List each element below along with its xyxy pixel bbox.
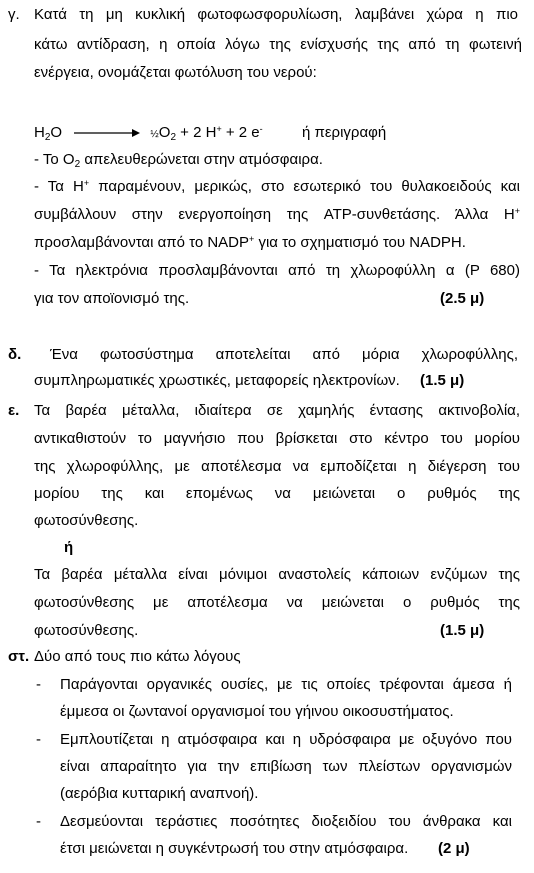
answer-gamma <box>0 0 534 310</box>
epsilon-line-3: της χλωροφύλλης, με αποτέλεσμα να εμποδίζεται η διέγερση του <box>34 458 520 475</box>
epsilon-line-4: μορίου της και επομένως να μειώνεται ο ρυθμός της <box>34 485 520 502</box>
gamma-bullet-protons-1: - Τα H+ παραμένουν, μερικώς, στο εσωτερικό του θυλακοειδούς και <box>34 178 521 195</box>
epsilon-line-5: φωτοσύνθεσης. <box>34 512 139 529</box>
answer-sigma-tau-label: στ. <box>8 648 30 665</box>
answer-delta-label: δ. <box>8 346 22 363</box>
gamma-bullet-electrons-2: για τον αποϊονισμό της. <box>34 290 190 307</box>
delta-line-2: συμπληρωματικές χρωστικές, μεταφορείς ηλεκτρονίων. <box>34 372 400 389</box>
reason-2-line-1: Εμπλουτίζεται η ατμόσφαιρα και η υδρόσφαιρα με οξυγόνο που <box>60 731 512 748</box>
reason-1-bullet: - <box>36 676 41 693</box>
reason-3-line-2: έτσι μειώνεται η συγκέντρωσή του στην ατμόσφαιρα. <box>60 840 409 857</box>
answer-delta <box>0 340 534 400</box>
equation-products: $\frac{1}{2}O_2 + 2$ H+ + 2 e- <box>150 124 263 143</box>
epsilon-points: (1.5 μ) <box>440 622 485 639</box>
gamma-bullet-electrons-1: - Τα ηλεκτρόνια προσλαμβάνονται από τη χλωροφύλλη α (P 680) <box>34 262 520 279</box>
answer-sigma-tau <box>0 644 534 873</box>
photolysis-equation <box>34 124 263 141</box>
epsilon-alt-line-1: Τα βαρέα μέταλλα είναι μόνιμοι αναστολείς κάποιων ενζύμων της <box>34 566 520 583</box>
equation-reactant: $H_2O$ <box>34 124 63 143</box>
gamma-bullet-protons-3: προσλαμβάνονται από το NADP+ για το σχηματισμό του NADPH. <box>34 234 466 251</box>
epsilon-or: ή <box>64 539 74 556</box>
reason-2-line-3: (αερόβια κυτταρική αναπνοή). <box>60 785 259 802</box>
reason-3-line-1: Δεσμεύονται τεράστιες ποσότητες διοξειδίου του άνθρακα και <box>60 813 512 830</box>
reason-2-bullet: - <box>36 731 41 748</box>
delta-line-1: Ένα φωτοσύστημα αποτελείται από μόρια χλωροφύλλης, <box>50 346 518 363</box>
reason-2-line-2: είναι απαραίτητο για την επιβίωση των πλείστων οργανισμών <box>60 758 512 775</box>
gamma-bullet-oxygen: - Το $O_2$ απελευθερώνεται στην ατμόσφαιρα. <box>34 151 323 170</box>
reason-1-line-2: έμμεσα οι ζωντανοί οργανισμοί του γήινου οικοσυστήματος. <box>60 703 454 720</box>
answer-epsilon-label: ε. <box>8 402 20 419</box>
epsilon-line-1: Τα βαρέα μέταλλα, ιδιαίτερα σε χαμηλής έντασης ακτινοβολία, <box>34 402 520 419</box>
sigma-tau-points: (2 μ) <box>438 840 470 857</box>
answer-epsilon <box>0 396 534 646</box>
epsilon-line-2: αντικαθιστούν το μαγνήσιο που βρίσκεται στο κέντρο του μορίου <box>34 430 520 447</box>
gamma-line-2: κάτω αντίδραση, η οποία λόγω της ενίσχυσής της από τη φωτεινή <box>34 36 522 53</box>
delta-points: (1.5 μ) <box>420 372 465 389</box>
gamma-points: (2.5 μ) <box>440 290 485 307</box>
answer-gamma-label: γ. <box>8 6 20 23</box>
reason-1-line-1: Παράγονται οργανικές ουσίες, με τις οποίες τρέφονται άμεσα ή <box>60 676 512 693</box>
gamma-line-1: Κατά τη μη κυκλική φωτοφωσφορυλίωση, λαμβάνει χώρα η πιο <box>34 6 518 23</box>
equation-alternative: ή περιγραφή <box>302 124 387 141</box>
gamma-line-3: ενέργεια, ονομάζεται φωτόλυση του νερού: <box>34 64 317 81</box>
sigma-tau-intro: Δύο από τους πιο κάτω λόγους <box>34 648 241 665</box>
reason-3-bullet: - <box>36 813 41 830</box>
epsilon-alt-line-2: φωτοσύνθεσης με αποτέλεσμα να μειώνεται ο ρυθμός της <box>34 594 520 611</box>
gamma-bullet-protons-2: συμβάλλουν στην ενεργοποίηση της ATP-συνθετάσης. Άλλα H+ <box>34 206 520 223</box>
reaction-arrow-icon <box>74 128 140 138</box>
epsilon-alt-line-3: φωτοσύνθεσης. <box>34 622 139 639</box>
